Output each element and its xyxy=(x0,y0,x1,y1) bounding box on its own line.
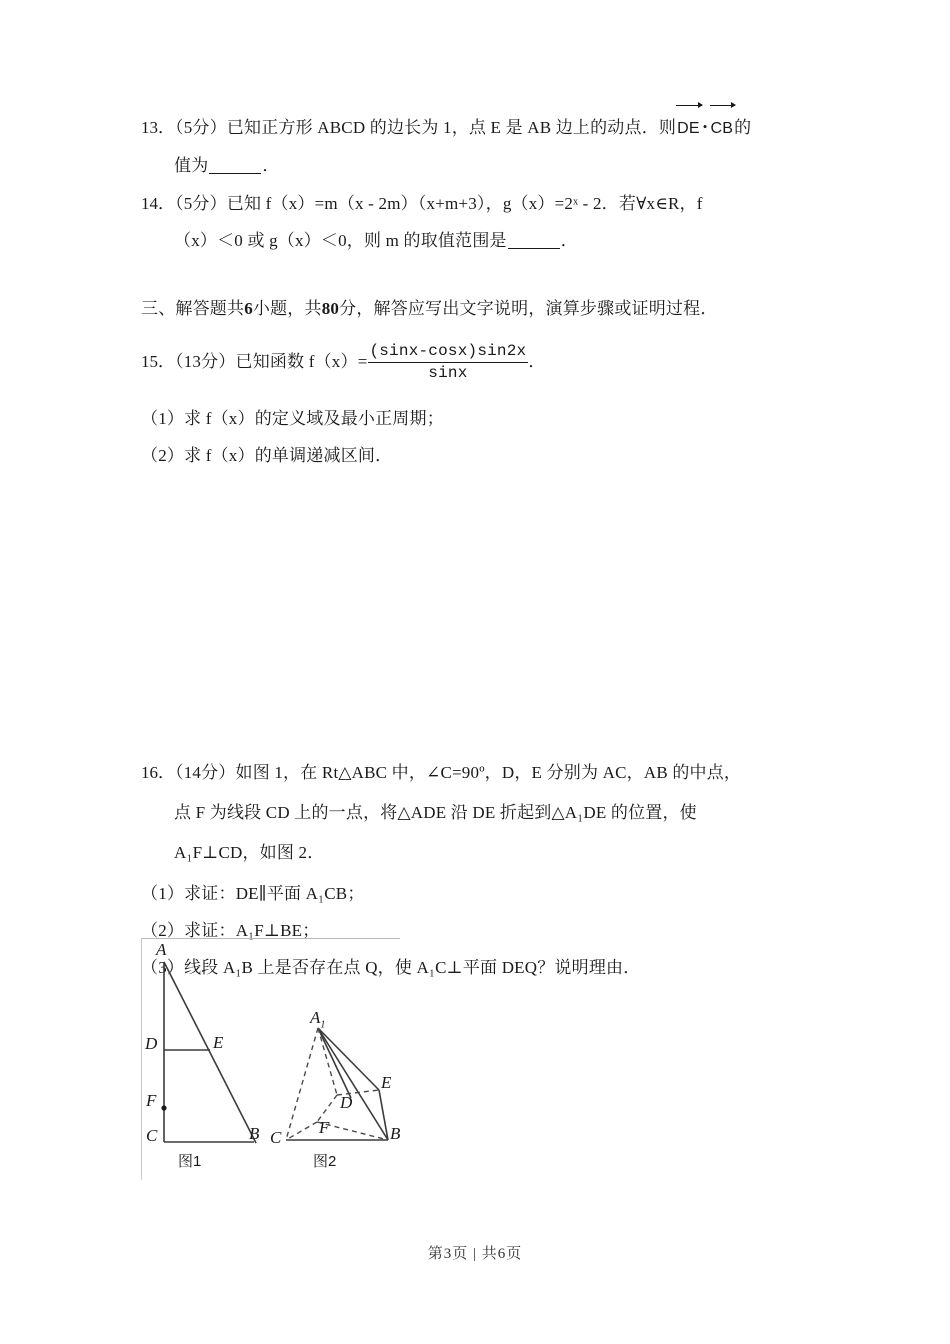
fig2-segment-A1-front xyxy=(318,1028,351,1098)
question-16-sub-3: （3）线段 A₁B 上是否存在点 Q，使 A₁C⊥平面 DEQ？说明理由． xyxy=(141,958,641,977)
question-14 xyxy=(141,185,831,259)
question-15-line-1 xyxy=(141,340,841,384)
figure-1-diagram xyxy=(164,962,256,1143)
fig1-label-D: D xyxy=(145,1034,158,1053)
question-13-text-b: 的 xyxy=(734,118,752,137)
question-15-sub-2: （2）求 f（x）的单调递减区间． xyxy=(141,446,393,465)
question-16-line-1 xyxy=(141,753,841,793)
figures-wrapper xyxy=(141,938,441,1183)
question-13-period: ． xyxy=(262,156,280,175)
question-14-answer-blank[interactable] xyxy=(508,248,560,249)
fig2-segment-A1E xyxy=(318,1028,379,1090)
question-15-subparts xyxy=(141,400,841,474)
question-15-score: （13分） xyxy=(175,352,236,371)
section-heading-score: 80 xyxy=(321,299,340,318)
question-15-number: 15． xyxy=(141,352,175,371)
fig2-label-B: B xyxy=(390,1124,401,1143)
question-16 xyxy=(141,753,841,873)
fig2-label-E: E xyxy=(381,1073,392,1092)
fig1-segment-AB xyxy=(164,962,256,1143)
question-14-line-2 xyxy=(141,222,831,259)
fraction-denominator: sinx xyxy=(428,363,468,382)
question-14-text-b: （x）＜0 或 g（x）＜0，则 m 的取值范围是 xyxy=(174,231,507,250)
vector-de: DE xyxy=(676,110,701,147)
geometry-figures-svg xyxy=(141,938,441,1183)
section-heading-prefix: 三、解答题共 xyxy=(141,299,245,318)
question-13-text-a: 已知正方形 ABCD 的边长为 1，点 E 是 AB 边上的动点．则 xyxy=(226,118,677,137)
question-13 xyxy=(141,108,831,184)
question-16-line-2: 点 F 为线段 CD 上的一点，将△ADE 沿 DE 折起到△A₁DE 的位置，使 xyxy=(174,803,697,822)
question-16-sub-2: （2）求证：A₁F⊥BE； xyxy=(141,921,320,940)
question-16-score: （14分） xyxy=(175,763,236,782)
question-13-score: （5分） xyxy=(175,118,227,137)
question-14-text: 已知 f（x）=m（x - 2m）（x+m+3），g（x）=2ˣ - 2．若∀x∈R，f xyxy=(226,194,703,213)
figure-2-caption: 图2 xyxy=(313,1153,337,1170)
question-13-line-1 xyxy=(141,108,831,147)
section-heading-part-three xyxy=(141,294,718,319)
fig1-point-F-marker xyxy=(161,1105,166,1110)
fig1-label-F: F xyxy=(146,1091,157,1110)
question-16-text-1: 如图 1，在 Rt△ABC 中，∠C=90º，D，E 分别为 AC，AB 的中点， xyxy=(235,763,742,782)
fig2-label-D: D xyxy=(340,1093,353,1112)
vector-cb: CB xyxy=(710,110,735,147)
question-16-sub-1: （1）求证：DE∥平面 A₁CB； xyxy=(141,884,365,903)
fig2-label-F: F xyxy=(319,1118,330,1137)
question-15 xyxy=(141,340,841,384)
question-15-period: ． xyxy=(528,352,546,371)
page-footer: 第3页 | 共6页 xyxy=(427,1246,523,1262)
fig2-segment-A1C xyxy=(286,1028,318,1140)
fig1-label-E: E xyxy=(213,1033,224,1052)
question-14-period: ． xyxy=(560,231,578,250)
question-16-line-3: A₁F⊥CD，如图 2． xyxy=(174,843,325,862)
fig1-label-A: A xyxy=(156,940,167,959)
question-13-answer-blank[interactable] xyxy=(209,173,261,174)
section-heading-mid: 小题，共 xyxy=(252,299,322,318)
fig1-label-C: C xyxy=(146,1126,158,1145)
fig1-label-B: B xyxy=(249,1124,260,1143)
section-heading-suffix: 分，解答应写出文字说明，演算步骤或证明过程． xyxy=(339,299,718,318)
fraction-numerator: (sinx-cosx)sin2x xyxy=(368,342,529,363)
section-heading-count: 6 xyxy=(244,299,253,318)
question-13-answer-label: 值为 xyxy=(174,156,209,175)
question-15-sub-1: （1）求 f（x）的定义域及最小正周期； xyxy=(141,409,444,428)
question-14-score: （5分） xyxy=(175,194,227,213)
question-13-number: 13． xyxy=(141,118,175,137)
figure-1-caption: 图1 xyxy=(178,1153,202,1170)
function-fraction xyxy=(368,342,529,383)
fig2-label-A1: $A_1$ xyxy=(310,1008,326,1031)
dot-product-operator: • xyxy=(702,119,708,134)
fig2-label-C: C xyxy=(270,1128,282,1147)
question-15-stem: 已知函数 f（x）= xyxy=(235,352,368,371)
question-14-line-1 xyxy=(141,185,831,222)
question-14-number: 14． xyxy=(141,194,175,213)
question-16-number: 16． xyxy=(141,763,175,782)
question-13-line-2 xyxy=(141,147,831,184)
